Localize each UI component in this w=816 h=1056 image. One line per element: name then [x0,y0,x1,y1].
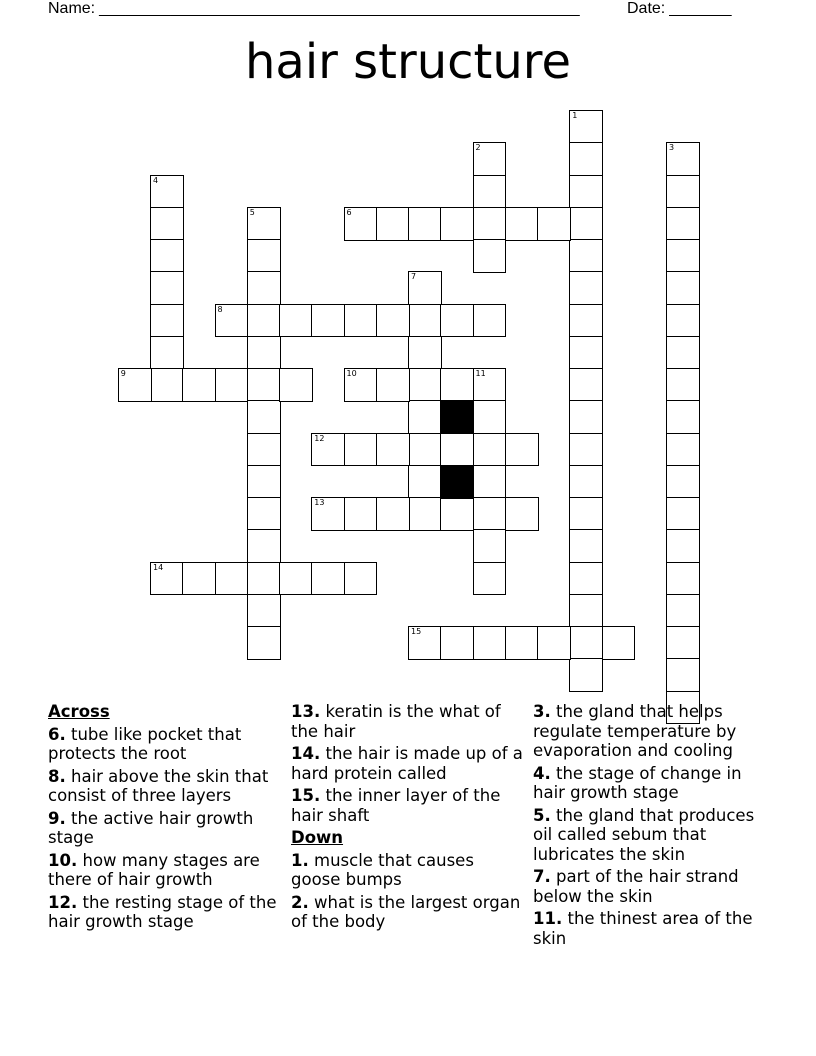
grid-cell[interactable] [376,207,410,241]
grid-cell[interactable] [666,433,700,467]
clue-across-12: 12. the resting stage of the hair growth stage [48,892,277,931]
grid-cell[interactable] [408,271,442,305]
grid-cell[interactable] [666,336,700,370]
grid-cell[interactable] [215,368,249,402]
grid-cell[interactable] [473,497,507,531]
grid-cell[interactable] [150,175,184,209]
grid-cell[interactable] [376,433,410,467]
grid-cell[interactable] [440,368,474,402]
grid-cell[interactable] [505,626,539,660]
grid-cell[interactable] [376,304,410,338]
grid-cell[interactable] [602,626,636,660]
grid-cell[interactable] [569,110,603,144]
grid-cell[interactable] [408,497,442,531]
grid-cell[interactable] [150,271,184,305]
grid-cell[interactable] [569,239,603,273]
clue-down-7: 7. part of the hair strand below the skin [533,867,739,906]
grid-cell[interactable] [440,497,474,531]
blocked-cell [440,465,474,499]
grid-cell[interactable] [150,207,184,241]
grid-cell[interactable] [473,400,507,434]
grid-cell[interactable] [247,239,281,273]
grid-cell[interactable] [537,207,571,241]
grid-cell[interactable] [279,562,313,596]
clue-down-1: 1. muscle that causes goose bumps [291,850,474,889]
grid-cell[interactable] [569,562,603,596]
clue-number-1: 1 [572,111,578,120]
grid-cell[interactable] [247,304,281,338]
grid-cell[interactable] [569,594,603,628]
clue-number-3: 3 [669,143,675,153]
blocked-cell [440,400,474,434]
grid-cell[interactable] [537,626,571,660]
grid-cell[interactable] [279,304,313,338]
grid-cell[interactable] [569,368,603,402]
grid-cell[interactable] [247,626,281,660]
across-heading: Across [48,702,110,721]
grid-cell[interactable] [182,562,216,596]
grid-cell[interactable] [569,336,603,370]
grid-cell[interactable] [344,497,378,531]
grid-cell[interactable] [473,465,507,499]
grid-cell[interactable] [473,433,507,467]
grid-cell[interactable] [440,207,474,241]
grid-cell[interactable] [440,626,474,660]
grid-cell[interactable] [666,368,700,402]
grid-cell[interactable] [569,465,603,499]
clue-across-13: 13. keratin is the what of the hair [291,702,501,741]
clue-across-14: 14. the hair is made up of a hard protein called [291,744,523,783]
grid-cell[interactable] [569,271,603,305]
grid-cell[interactable] [666,400,700,434]
grid-cell[interactable] [311,497,345,531]
grid-cell[interactable] [247,465,281,499]
grid-cell[interactable] [215,304,249,338]
grid-cell[interactable] [247,271,281,305]
grid-cell[interactable] [569,207,603,241]
name-blank: ______________________________________________________ [99,0,580,17]
grid-cell[interactable] [247,433,281,467]
grid-cell[interactable] [344,433,378,467]
grid-cell[interactable] [311,562,345,596]
grid-cell[interactable] [666,594,700,628]
clue-number-2: 2 [475,143,481,153]
grid-cell[interactable] [408,207,442,241]
grid-cell[interactable] [408,465,442,499]
grid-cell[interactable] [505,433,539,467]
clues-column-1 [48,702,283,935]
grid-cell[interactable] [376,497,410,531]
grid-cell[interactable] [569,400,603,434]
date-blank: _______ [669,0,732,17]
clue-number-9: 9 [120,369,126,378]
down-heading: Down [291,828,344,847]
grid-cell[interactable] [569,626,603,660]
grid-cell[interactable] [376,368,410,402]
clue-down-5: 5. the gland that produces oil called sebum that lubricates the skin [533,805,755,864]
grid-cell[interactable] [473,239,507,273]
clues-column-2 [291,702,526,935]
grid-cell[interactable] [247,594,281,628]
clue-number-13: 13 [314,498,325,507]
grid-cell[interactable] [311,304,345,338]
grid-cell[interactable] [473,529,507,563]
clue-number-5: 5 [249,207,255,217]
clue-number-10: 10 [346,369,357,378]
page-title: hair structure [245,34,571,90]
grid-cell[interactable] [408,368,442,402]
grid-cell[interactable] [440,304,474,338]
grid-cell[interactable] [505,207,539,241]
grid-cell[interactable] [666,207,700,241]
grid-cell[interactable] [473,304,507,338]
grid-cell[interactable] [150,336,184,370]
grid-cell[interactable] [569,304,603,338]
grid-cell[interactable] [473,142,507,176]
grid-cell[interactable] [247,400,281,434]
grid-cell[interactable] [408,433,442,467]
grid-cell[interactable] [215,562,249,596]
grid-cell[interactable] [569,497,603,531]
grid-cell[interactable] [473,626,507,660]
grid-cell[interactable] [666,175,700,209]
clue-number-14: 14 [153,562,164,572]
grid-cell[interactable] [666,304,700,338]
grid-cell[interactable] [666,658,700,692]
grid-cell[interactable] [344,368,378,402]
grid-cell[interactable] [666,142,700,176]
clue-down-3: 3. the gland that helps regulate temperature by evaporation and cooling [533,702,737,760]
date-label: Date: [627,0,666,17]
grid-cell[interactable] [569,142,603,176]
grid-cell[interactable] [247,336,281,370]
grid-cell[interactable] [279,368,313,402]
grid-cell[interactable] [666,497,700,531]
grid-cell[interactable] [666,529,700,563]
grid-cell[interactable] [408,400,442,434]
grid-cell[interactable] [505,497,539,531]
grid-cell[interactable] [150,368,184,402]
grid-cell[interactable] [247,207,281,241]
clue-number-4: 4 [153,175,159,185]
clue-across-10: 10. how many stages are there of hair growth [48,850,260,889]
grid-cell[interactable] [569,175,603,209]
grid-cell[interactable] [569,529,603,563]
grid-cell[interactable] [344,207,378,241]
grid-cell[interactable] [247,368,281,402]
grid-cell[interactable] [473,368,507,402]
clue-number-8: 8 [217,304,223,314]
grid-cell[interactable] [408,336,442,370]
grid-cell[interactable] [247,529,281,563]
clue-number-12: 12 [314,433,325,443]
clue-across-15: 15. the inner layer of the hair shaft [291,786,501,825]
grid-cell[interactable] [150,239,184,273]
grid-cell[interactable] [344,562,378,596]
grid-cell[interactable] [569,433,603,467]
grid-cell[interactable] [247,497,281,531]
clue-down-4: 4. the stage of change in hair growth stage [533,763,742,802]
grid-cell[interactable] [408,304,442,338]
grid-cell[interactable] [311,433,345,467]
grid-cell[interactable] [118,368,152,402]
grid-cell[interactable] [666,626,700,660]
clue-number-7: 7 [411,272,417,282]
grid-cell[interactable] [569,658,603,692]
clue-number-11: 11 [475,369,486,378]
grid-cell[interactable] [666,465,700,499]
clue-across-9: 9. the active hair growth stage [48,808,254,847]
grid-cell[interactable] [150,562,184,596]
grid-cell[interactable] [473,562,507,596]
clue-number-15: 15 [411,627,422,636]
clue-down-2: 2. what is the largest organ of the body [291,892,521,931]
clues-column-3 [533,702,773,951]
grid-cell[interactable] [473,175,507,209]
grid-cell[interactable] [150,304,184,338]
grid-cell[interactable] [666,562,700,596]
grid-cell[interactable] [344,304,378,338]
date-field [627,0,757,18]
clue-down-11: 11. the thinest area of the skin [533,909,753,948]
grid-cell[interactable] [666,239,700,273]
grid-cell[interactable] [247,562,281,596]
grid-cell[interactable] [182,368,216,402]
grid-cell[interactable] [408,626,442,660]
clue-across-8: 8. hair above the skin that consist of three layers [48,766,269,805]
clue-number-6: 6 [346,207,352,217]
grid-cell[interactable] [666,271,700,305]
grid-cell[interactable] [473,207,507,241]
name-label: Name: [48,0,96,17]
name-field [48,0,618,18]
clue-across-6: 6. tube like pocket that protects the root [48,724,242,763]
grid-cell[interactable] [440,433,474,467]
